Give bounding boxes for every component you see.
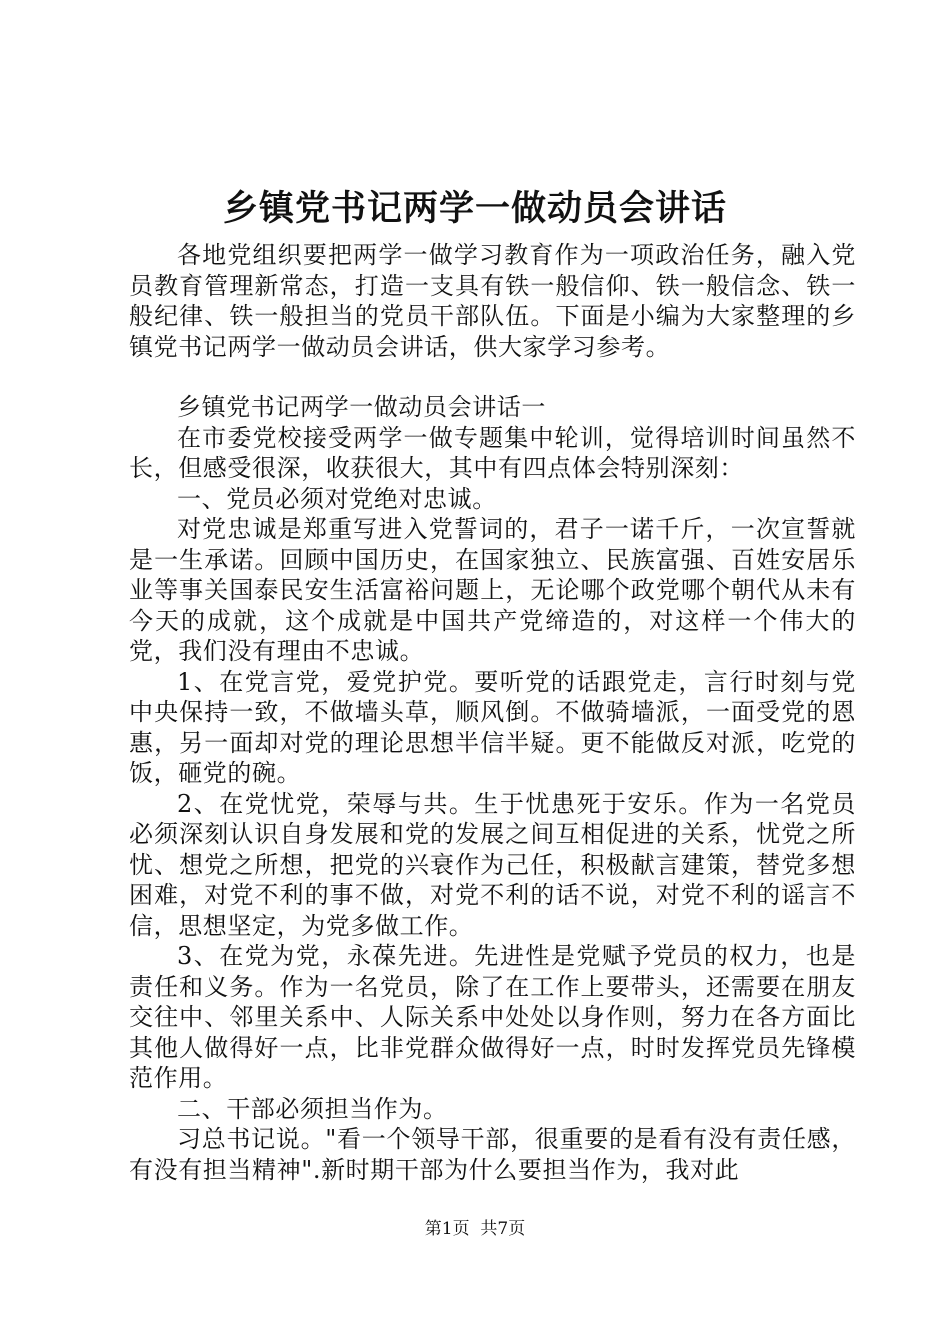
body-paragraph: 2、在党忧党，荣辱与共。生于忧患死于安乐。作为一名党员必须深刻认识自身发展和党的发展之间互相促进的关系，忧党之所忧、想党之所想，把党的兴衰作为己任，积极献言建策，替党多想困难，对党不利的事不做，对党不利的话不说，对党不利的谣言不信，思想坚定，为党多做工作。 (129, 789, 856, 940)
footer-separator (470, 1219, 481, 1239)
body-paragraph: 1、在党言党，爱党护党。要听党的话跟党走，言行时刻与党中央保持一致，不做墙头草，顺风倒。不做骑墙派，一面受党的恩惠，另一面却对党的理论思想半信半疑。更不能做反对派，吃党的饭，砸党的碗。 (129, 667, 856, 787)
point-heading: 一、党员必须对党绝对忠诚。 (177, 484, 497, 513)
body-paragraph: 3、在党为党，永葆先进。先进性是党赋予党员的权力，也是责任和义务。作为一名党员，除了在工作上要带头，还需要在朋友交往中、邻里关系中、人际关系中处处以身作则，努力在各方面比其他人做得好一点，比非党群众做得好一点，时时发挥党员先锋模范作用。 (129, 942, 856, 1092)
body-paragraph: 对党忠诚是郑重写进入党誓词的，君子一诺千斤，一次宣誓就是一生承诺。回顾中国历史，在国家独立、民族富强、百姓安居乐业等事关国泰民安生活富裕问题上，无论哪个政党哪个朝代从未有今天的成就，这个成就是中国共产党缔造的，对这样一个伟大的党，我们没有理由不忠诚。 (129, 515, 856, 665)
page-total: 共7页 (480, 1219, 526, 1239)
point-heading: 二、干部必须担当作为。 (177, 1094, 448, 1123)
body-paragraph: 习总书记说。"看一个领导干部，很重要的是看有没有责任感，有没有担当精神".新时期干部为什么要担当作为，我对此 (129, 1125, 856, 1184)
page-number: 第1页 (424, 1219, 470, 1239)
paragraph-spacer (129, 362, 856, 392)
page-footer (0, 1218, 950, 1240)
intro-paragraph: 各地党组织要把两学一做学习教育作为一项政治任务，融入党员教育管理新常态，打造一支具有铁一般信仰、铁一般信念、铁一般纪律、铁一般担当的党员干部队伍。下面是小编为大家整理的乡镇党书记两学一做动员会讲话，供大家学习参考。 (129, 241, 856, 361)
section-heading: 乡镇党书记两学一做动员会讲话一 (177, 393, 546, 421)
document-body (129, 240, 856, 1185)
document-title: 乡镇党书记两学一做动员会讲话 (222, 188, 727, 229)
body-paragraph: 在市委党校接受两学一做专题集中轮训，觉得培训时间虽然不长，但感受很深，收获很大，其中有四点体会特别深刻： (129, 423, 856, 482)
